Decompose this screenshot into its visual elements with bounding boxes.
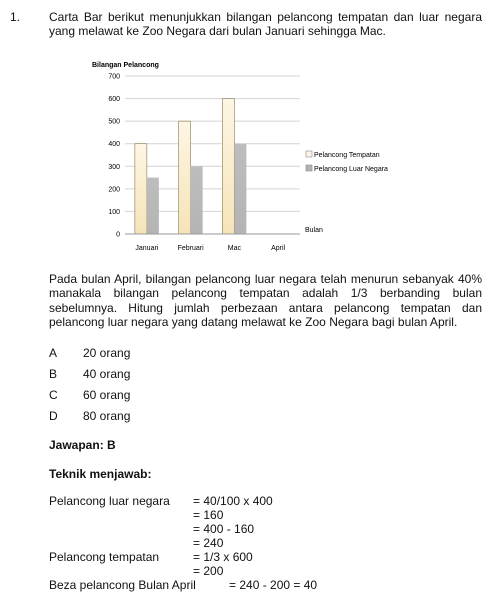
legend-label: Pelancong Tempatan <box>314 152 380 159</box>
question-paragraph: Pada bulan April, bilangan pelancong luar negara telah menurun sebanyak 40% manakala bilangan pelancong tempatan adalah 1/3 berbanding bulan sebelumnya. Hitung jumlah perbezaan antara pelancong tempatan dan pelancong luar negara yang datang melawat ke Zoo Negara bagi bulan April. <box>49 272 482 330</box>
y-tick-label: 700 <box>108 73 120 81</box>
x-tick-label: Januari <box>135 245 159 252</box>
chart-legend <box>306 151 388 173</box>
option-letter: D <box>49 409 58 423</box>
option-letter: A <box>49 346 58 360</box>
option-text: 40 orang <box>83 367 131 381</box>
technique-heading: Teknik menjawab: <box>49 467 152 481</box>
y-tick-label: 0 <box>116 231 120 239</box>
legend-swatch <box>306 165 312 171</box>
y-axis-label: Bilangan Pelancong <box>92 62 159 69</box>
x-tick-label: April <box>271 245 286 252</box>
option-text: 60 orang <box>83 388 131 402</box>
work-step: = 1/3 x 600 <box>193 550 253 564</box>
work-step: = 160 <box>193 508 224 522</box>
bar-tempatan <box>135 144 147 234</box>
bar-tempatan <box>179 121 191 234</box>
work-label-difference: Beza pelancong Bulan April <box>49 578 196 592</box>
bar-luar-negara <box>147 178 159 234</box>
bar-chart <box>85 56 415 261</box>
work-label-local: Pelancong tempatan <box>49 550 160 564</box>
option-letter: B <box>49 367 58 381</box>
question-number: 1. <box>10 10 21 24</box>
work-step: = 240 <box>193 536 224 550</box>
option-letter: C <box>49 388 58 402</box>
work-result: = 240 - 200 = 40 <box>229 578 318 592</box>
bar-luar-negara <box>191 166 203 234</box>
option-text: 20 orang <box>83 346 131 360</box>
question-intro: Carta Bar berikut menunjukkan bilangan pelancong tempatan dan luar negara yang melawat ke Zoo Negara dari bulan Januari sehingga Mac. <box>49 10 482 38</box>
option-text: 80 orang <box>83 409 131 423</box>
legend-label: Pelancong Luar Negara <box>314 166 388 173</box>
work-label-foreign: Pelancong luar negara <box>49 494 170 508</box>
x-tick-label: Februari <box>177 245 204 252</box>
work-step: = 40/100 x 400 <box>193 494 273 508</box>
bar-luar-negara <box>234 144 246 234</box>
x-tick-label: Mac <box>227 245 241 252</box>
work-step: = 400 - 160 <box>193 522 255 536</box>
answer: Jawapan: B <box>49 438 116 452</box>
legend-swatch <box>306 151 312 157</box>
bar-tempatan <box>222 99 234 234</box>
y-tick-label: 600 <box>108 96 120 104</box>
y-tick-label: 200 <box>108 186 120 194</box>
x-tick-labels <box>135 245 285 252</box>
y-tick-label: 100 <box>108 208 120 216</box>
x-axis-label: Bulan <box>305 227 323 234</box>
y-tick-labels <box>108 74 120 239</box>
y-tick-label: 500 <box>108 118 120 126</box>
work-step: = 200 <box>193 564 224 578</box>
y-tick-label: 400 <box>108 141 120 149</box>
y-tick-label: 300 <box>108 163 120 171</box>
